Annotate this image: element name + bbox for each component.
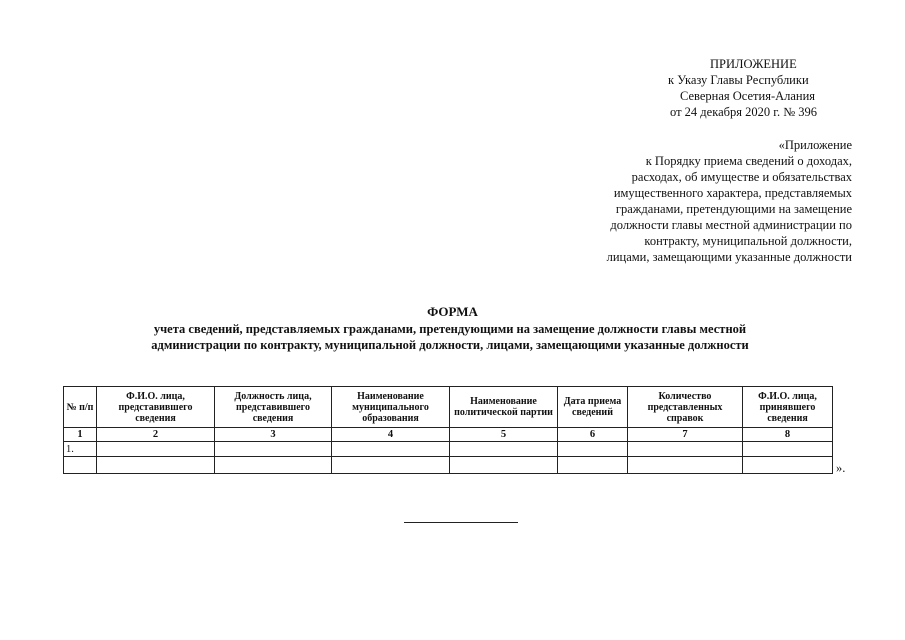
number-cell: 1 <box>64 428 97 442</box>
closing-quote-mark: ». <box>836 461 846 475</box>
number-cell: 3 <box>215 428 332 442</box>
order-line-4: имущественного характера, представляемых <box>613 186 852 200</box>
order-line-6: должности главы местной администрации по <box>610 218 852 232</box>
table-number-row <box>64 428 833 442</box>
table-cell <box>450 457 558 474</box>
row-number-cell: 1. <box>64 442 97 457</box>
table-cell <box>215 457 332 474</box>
table-cell <box>558 442 628 457</box>
header-cell-submitter-position: Должность лица, представившего сведения <box>215 387 332 428</box>
form-subtitle-line-2: администрации по контракту, муниципальной должности, лицами, замещающими указанные должности <box>151 338 749 352</box>
table-cell <box>743 457 833 474</box>
header-cell-count: Количество представленных справок <box>628 387 743 428</box>
order-line-5: гражданами, претендующими на замещение <box>615 202 852 216</box>
header-cell-number: № п/п <box>64 387 97 428</box>
header-cell-submitter-name: Ф.И.О. лица, представившего сведения <box>97 387 215 428</box>
table-row <box>64 442 833 457</box>
table-cell <box>215 442 332 457</box>
order-line-7: контракту, муниципальной должности, <box>644 234 852 248</box>
order-reference-block <box>520 137 852 265</box>
order-line-8: лицами, замещающими указанные должности <box>606 250 852 264</box>
order-line-3: расходах, об имуществе и обязательствах <box>631 170 852 184</box>
appendix-line-2: Северная Осетия-Алания <box>680 89 816 103</box>
table-cell <box>628 457 743 474</box>
table-cell <box>97 442 215 457</box>
header-cell-receiver-name: Ф.И.О. лица, принявшего сведения <box>743 387 833 428</box>
appendix-block <box>640 56 850 120</box>
table-cell <box>332 442 450 457</box>
form-subtitle <box>60 321 840 353</box>
appendix-line-3: от 24 декабря 2020 г. № 396 <box>670 105 818 119</box>
table-cell <box>332 457 450 474</box>
number-cell: 2 <box>97 428 215 442</box>
end-divider-line <box>404 522 518 523</box>
header-cell-date: Дата приема сведений <box>558 387 628 428</box>
table-cell <box>450 442 558 457</box>
number-cell: 8 <box>743 428 833 442</box>
table-cell <box>558 457 628 474</box>
table-cell <box>628 442 743 457</box>
form-subtitle-line-1: учета сведений, представляемых гражданами, претендующими на замещение должности главы местной <box>153 322 747 336</box>
header-cell-municipality: Наименование муниципального образования <box>332 387 450 428</box>
table-row <box>64 457 833 474</box>
number-cell: 5 <box>450 428 558 442</box>
header-cell-party: Наименование политической партии <box>450 387 558 428</box>
table-cell <box>64 457 97 474</box>
number-cell: 7 <box>628 428 743 442</box>
appendix-line-1: к Указу Главы Республики <box>668 73 809 87</box>
form-title: ФОРМА <box>427 304 478 319</box>
number-cell: 4 <box>332 428 450 442</box>
number-cell: 6 <box>558 428 628 442</box>
registration-table <box>63 386 833 474</box>
order-line-2: к Порядку приема сведений о доходах, <box>645 154 852 168</box>
appendix-title: ПРИЛОЖЕНИЕ <box>710 57 797 71</box>
table-cell <box>97 457 215 474</box>
order-line-1: «Приложение <box>778 138 852 152</box>
table-header-row <box>64 387 833 428</box>
table-cell <box>743 442 833 457</box>
